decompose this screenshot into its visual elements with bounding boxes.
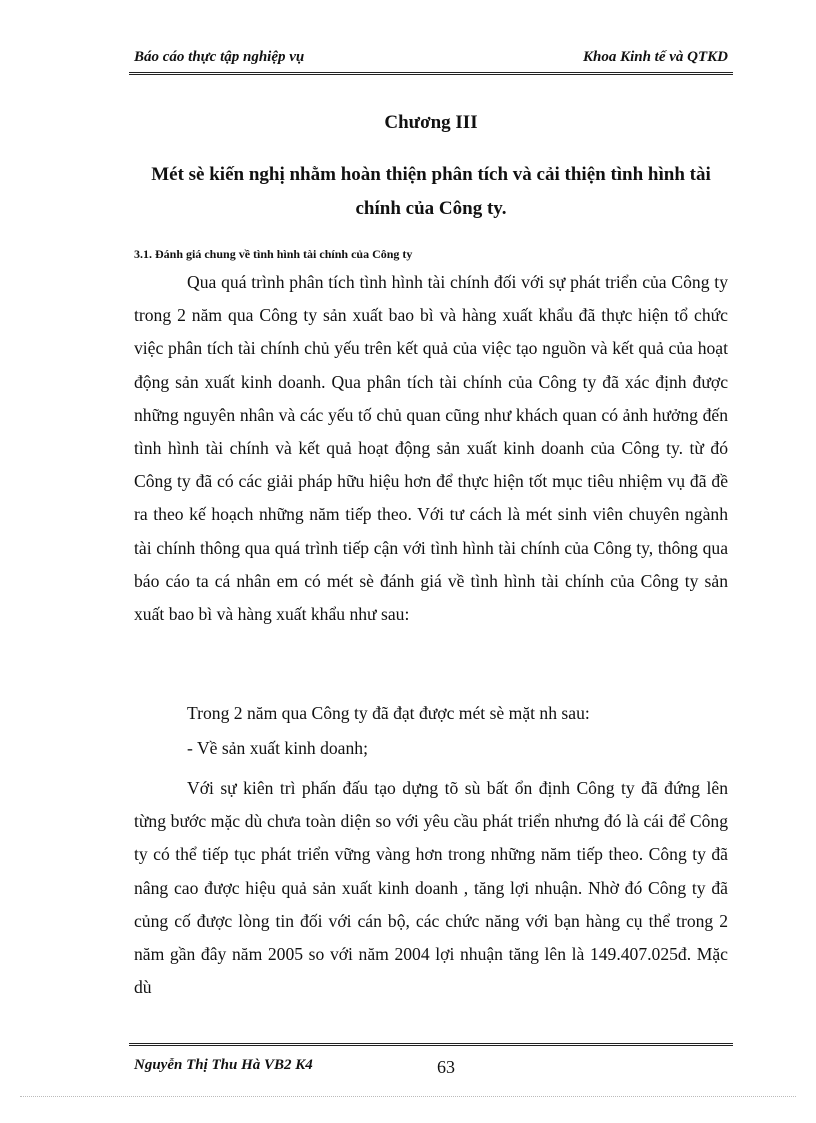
paragraph-business-detail: Với sự kiên trì phấn đấu tạo dựng tõ sù bất ổn định Công ty đã đứng lên từng bước mặc dù chưa toàn diện so với yêu cầu phát triển nhưng đó là cái để Công ty có thể tiếp tục phát triển vững vàng hơn trong những năm tiếp theo. Công ty đã nâng cao được hiệu quả sản xuất kinh doanh , tăng lợi nhuận. Nhờ đó Công ty đã củng cố được lòng tin đối với cán bộ, các chức năng với bạn hàng cụ thể trong 2 năm gần đây năm 2005 so với năm 2004 lợi nhuận tăng lên là 149.407.025đ. Mặc dù (134, 778, 728, 998)
footer-author: Nguyễn Thị Thu Hà VB2 K4 (134, 1057, 313, 1073)
chapter-title: Mét sè kiến nghị nhằm hoàn thiện phân tích và cải thiện tình hình tài chính của Công ty. (151, 164, 711, 219)
header-faculty: Khoa Kinh tế và QTKD (582, 49, 728, 65)
section-heading: 3.1. Đánh giá chung về tình hình tài chính của Công ty (134, 247, 413, 261)
paragraph-business-item: - Về sản xuất kinh doanh; (187, 738, 368, 758)
page-header (134, 46, 728, 70)
paragraph-intro: Qua quá trình phân tích tình hình tài chính đối với sự phát triển của Công ty trong 2 năm qua Công ty sản xuất bao bì và hàng xuất khẩu đã thực hiện tổ chức việc phân tích tài chính chủ yếu trên kết quả của việc tạo nguồn và kết quả của hoạt động sản xuất kinh doanh. Qua phân tích tài chính của Công ty đã xác định được những nguyên nhân và các yếu tố chủ quan cũng như khách quan có ảnh hưởng đến tình hình tài chính và kết quả hoạt động sản xuất kinh doanh của Công ty. từ đó Công ty đã có các giải pháp hữu hiệu hơn để thực hiện tốt mục tiêu nhiệm vụ đã đề ra theo kế hoạch những năm tiếp theo. Với tư cách là mét sinh viên chuyên ngành tài chính thông qua quá trình tiếp cận với tình hình tài chính của Công ty, thông qua báo cáo ta cá nhân em có mét sè đánh giá về tình hình tài chính của Công ty sản xuất bao bì và hàng xuất khẩu như sau: (134, 272, 728, 625)
header-report-title: Báo cáo thực tập nghiệp vụ (134, 49, 305, 65)
header-rule (129, 72, 733, 75)
footer-rule (129, 1043, 733, 1046)
page-number: 63 (437, 1057, 455, 1077)
chapter-heading: Chương III (384, 112, 478, 133)
paragraph-achievements: Trong 2 năm qua Công ty đã đạt được mét sè mặt nh sau: (187, 703, 590, 723)
page-edge-divider (20, 1096, 796, 1097)
